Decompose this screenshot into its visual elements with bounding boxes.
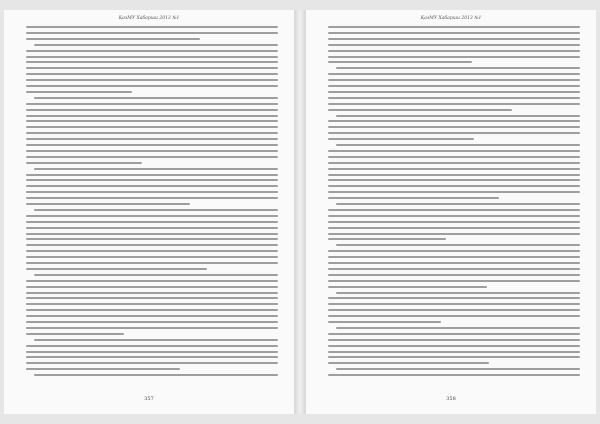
text-line-placeholder — [26, 150, 278, 152]
text-line-placeholder — [328, 268, 580, 270]
text-line-placeholder — [328, 44, 580, 46]
text-line-placeholder — [26, 67, 278, 69]
text-line-placeholder — [328, 97, 580, 99]
text-line-placeholder — [26, 321, 278, 323]
text-line-placeholder — [26, 250, 278, 252]
text-line-placeholder — [26, 315, 278, 317]
text-line-placeholder — [328, 362, 489, 364]
text-line-placeholder — [26, 221, 278, 223]
text-line-placeholder — [328, 156, 580, 158]
text-line-placeholder — [26, 85, 278, 87]
left-body-text — [26, 26, 278, 386]
text-line-placeholder — [328, 221, 580, 223]
text-line-placeholder — [336, 368, 580, 370]
text-line-placeholder — [26, 162, 142, 164]
text-line-placeholder — [328, 209, 580, 211]
text-line-placeholder — [336, 327, 580, 329]
text-line-placeholder — [26, 303, 278, 305]
text-line-placeholder — [328, 374, 580, 376]
left-running-header: ҚазМУ Хабарши 2013 №1 — [118, 16, 180, 21]
text-line-placeholder — [328, 150, 580, 152]
text-line-placeholder — [328, 356, 580, 358]
text-line-placeholder — [328, 297, 580, 299]
text-line-placeholder — [328, 339, 580, 341]
text-line-placeholder — [26, 144, 278, 146]
text-line-placeholder — [26, 109, 278, 111]
text-line-placeholder — [34, 339, 278, 341]
text-line-placeholder — [328, 126, 580, 128]
text-line-placeholder — [328, 280, 580, 282]
text-line-placeholder — [26, 50, 278, 52]
text-line-placeholder — [26, 61, 278, 63]
text-line-placeholder — [328, 103, 580, 105]
right-body-text — [328, 26, 580, 386]
text-line-placeholder — [328, 238, 446, 240]
text-line-placeholder — [328, 56, 580, 58]
text-line-placeholder — [26, 345, 278, 347]
text-line-placeholder — [26, 73, 278, 75]
text-line-placeholder — [26, 244, 278, 246]
text-line-placeholder — [26, 238, 278, 240]
text-line-placeholder — [26, 191, 278, 193]
text-line-placeholder — [26, 351, 278, 353]
text-line-placeholder — [328, 91, 580, 93]
text-line-placeholder — [328, 274, 580, 276]
text-line-placeholder — [26, 233, 278, 235]
text-line-placeholder — [26, 280, 278, 282]
text-line-placeholder — [328, 345, 580, 347]
text-line-placeholder — [26, 138, 278, 140]
text-line-placeholder — [328, 351, 580, 353]
text-line-placeholder — [328, 233, 580, 235]
text-line-placeholder — [26, 38, 200, 40]
text-line-placeholder — [328, 215, 580, 217]
text-line-placeholder — [34, 168, 278, 170]
text-line-placeholder — [328, 61, 472, 63]
text-line-placeholder — [328, 309, 580, 311]
text-line-placeholder — [26, 79, 278, 81]
text-line-placeholder — [26, 356, 278, 358]
text-line-placeholder — [328, 132, 580, 134]
text-line-placeholder — [26, 126, 278, 128]
text-line-placeholder — [26, 197, 278, 199]
text-line-placeholder — [328, 168, 580, 170]
text-line-placeholder — [328, 50, 580, 52]
text-line-placeholder — [34, 209, 278, 211]
text-line-placeholder — [328, 109, 512, 111]
text-line-placeholder — [26, 56, 278, 58]
text-line-placeholder — [26, 156, 278, 158]
text-line-placeholder — [336, 203, 580, 205]
text-line-placeholder — [328, 162, 580, 164]
text-line-placeholder — [328, 191, 580, 193]
text-line-placeholder — [26, 120, 278, 122]
text-line-placeholder — [34, 44, 278, 46]
text-line-placeholder — [26, 286, 278, 288]
text-line-placeholder — [26, 262, 278, 264]
text-line-placeholder — [26, 327, 278, 329]
text-line-placeholder — [328, 256, 580, 258]
text-line-placeholder — [328, 138, 474, 140]
text-line-placeholder — [26, 268, 207, 270]
text-line-placeholder — [34, 274, 278, 276]
text-line-placeholder — [328, 174, 580, 176]
text-line-placeholder — [26, 362, 278, 364]
text-line-placeholder — [26, 297, 278, 299]
text-line-placeholder — [328, 250, 580, 252]
left-page — [4, 10, 294, 414]
text-line-placeholder — [328, 321, 441, 323]
right-page — [306, 10, 596, 414]
text-line-placeholder — [26, 292, 278, 294]
text-line-placeholder — [26, 115, 278, 117]
text-line-placeholder — [26, 132, 278, 134]
text-line-placeholder — [26, 368, 180, 370]
right-page-number: 358 — [446, 396, 456, 402]
text-line-placeholder — [26, 333, 124, 335]
text-line-placeholder — [328, 120, 580, 122]
text-line-placeholder — [328, 333, 580, 335]
text-line-placeholder — [26, 185, 278, 187]
text-line-placeholder — [34, 374, 278, 376]
text-line-placeholder — [328, 79, 580, 81]
text-line-placeholder — [26, 32, 278, 34]
text-line-placeholder — [34, 97, 278, 99]
text-line-placeholder — [328, 26, 580, 28]
text-line-placeholder — [328, 262, 580, 264]
text-line-placeholder — [336, 244, 580, 246]
text-line-placeholder — [26, 103, 278, 105]
text-line-placeholder — [26, 256, 278, 258]
text-line-placeholder — [26, 26, 278, 28]
text-line-placeholder — [26, 91, 132, 93]
text-line-placeholder — [328, 32, 580, 34]
text-line-placeholder — [26, 203, 190, 205]
text-line-placeholder — [336, 67, 580, 69]
text-line-placeholder — [328, 197, 499, 199]
text-line-placeholder — [328, 315, 580, 317]
text-line-placeholder — [336, 115, 580, 117]
text-line-placeholder — [336, 292, 580, 294]
text-line-placeholder — [328, 73, 580, 75]
book-gutter — [294, 10, 306, 414]
text-line-placeholder — [328, 227, 580, 229]
left-page-number: 357 — [144, 396, 154, 402]
text-line-placeholder — [26, 174, 278, 176]
text-line-placeholder — [26, 215, 278, 217]
text-line-placeholder — [328, 303, 580, 305]
text-line-placeholder — [26, 309, 278, 311]
text-line-placeholder — [328, 38, 580, 40]
text-line-placeholder — [26, 179, 278, 181]
text-line-placeholder — [328, 185, 580, 187]
text-line-placeholder — [328, 286, 487, 288]
text-line-placeholder — [336, 144, 580, 146]
right-running-header: ҚазМУ Хабарши 2013 №1 — [420, 16, 482, 21]
text-line-placeholder — [328, 179, 580, 181]
text-line-placeholder — [26, 227, 278, 229]
text-line-placeholder — [328, 85, 580, 87]
